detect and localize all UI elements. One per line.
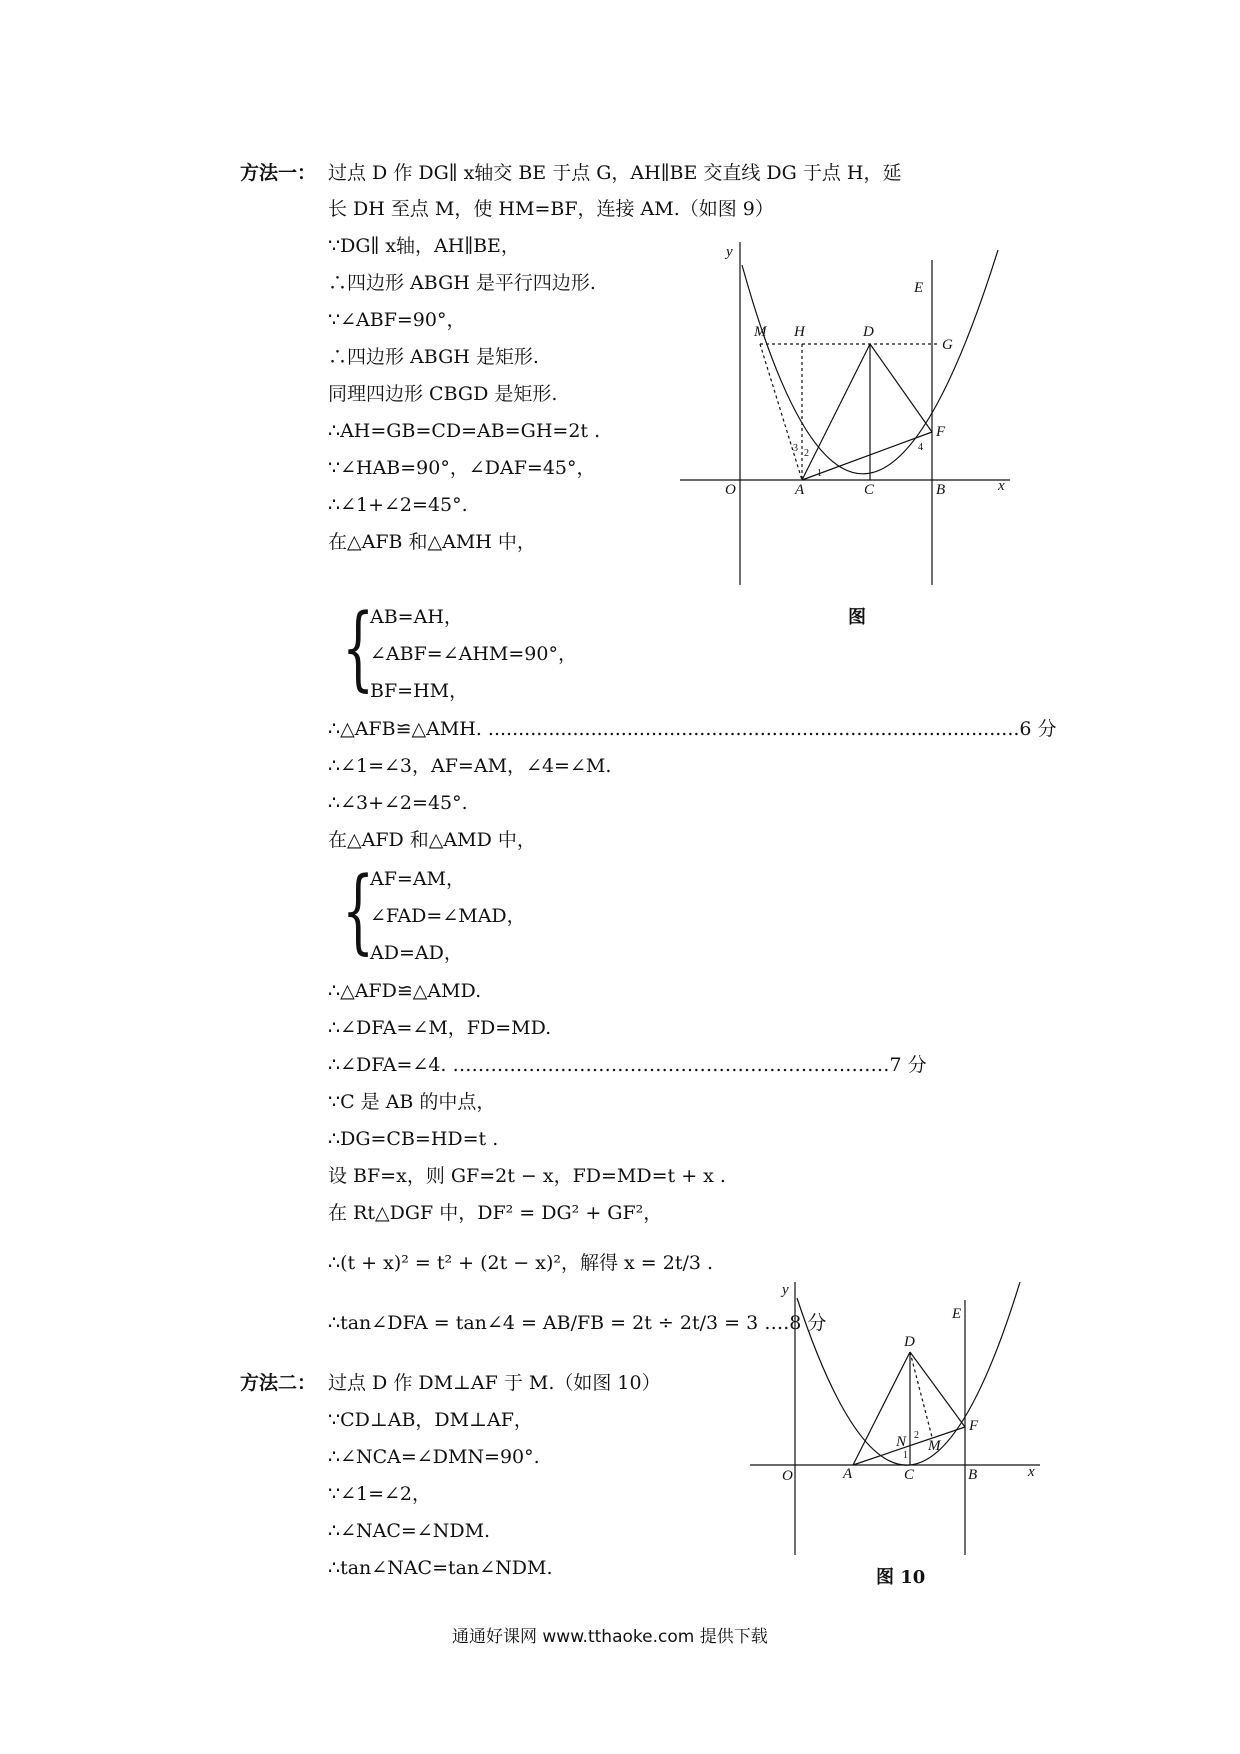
fig9-label: B bbox=[936, 482, 946, 498]
text-line: ∴∠DFA=∠4. ……………………………………………………………7 分 bbox=[328, 1054, 927, 1076]
fig9-label: H bbox=[794, 324, 805, 340]
parabola bbox=[797, 1282, 1020, 1465]
text-line: ∴∠NAC=∠NDM. bbox=[328, 1520, 491, 1542]
text-line: ∴∠1=∠3，AF=AM，∠4=∠M. bbox=[328, 755, 612, 777]
text-line: ∴DG=CB=HD=t . bbox=[328, 1128, 499, 1150]
footer-text: 通通好课网 www.tthaoke.com 提供下载 bbox=[452, 1627, 768, 1647]
line-ad bbox=[802, 344, 870, 480]
system-line: BF=HM， bbox=[370, 680, 469, 702]
line-df bbox=[870, 344, 932, 432]
fig9-angle: 2 bbox=[804, 448, 809, 459]
text-line: ∵∠1=∠2， bbox=[328, 1483, 432, 1505]
method1-label: 方法一： bbox=[240, 162, 317, 184]
system-line: ∠ABF=∠AHM=90°， bbox=[370, 643, 577, 665]
text-line: ∴∠NCA=∠DMN=90°. bbox=[328, 1446, 540, 1468]
figure-10 bbox=[750, 1280, 1050, 1560]
fig9-label: A bbox=[795, 482, 805, 498]
left-brace: { bbox=[342, 594, 375, 701]
fig9-label: C bbox=[864, 482, 875, 498]
fig10-label: A bbox=[843, 1466, 853, 1482]
fig10-angle: 2 bbox=[914, 1430, 919, 1441]
text-line: ∴tan∠NAC=tan∠NDM. bbox=[328, 1557, 553, 1579]
line-dm bbox=[910, 1352, 932, 1437]
text-line: 设 BF=x，则 GF=2t − x，FD=MD=t + x . bbox=[328, 1165, 726, 1187]
fig9-angle: 1 bbox=[817, 468, 822, 479]
fig9-label: E bbox=[914, 280, 924, 296]
fig10-label: M bbox=[928, 1438, 941, 1454]
fig9-label: D bbox=[863, 324, 874, 340]
fig9-label: G bbox=[942, 337, 953, 353]
text-line: 在 Rt△DGF 中，DF² = DG² + GF²， bbox=[328, 1202, 663, 1224]
text-line: ∴△AFD≌△AMD. bbox=[328, 980, 482, 1002]
text-line: ∵∠ABF=90°， bbox=[328, 309, 466, 331]
system-line: AF=AM， bbox=[370, 868, 466, 890]
system-line: AB=AH， bbox=[370, 606, 463, 628]
text-line: ∴tan∠DFA = tan∠4 = AB/FB = 2t ÷ 2t/3 = 3 ….8 分 bbox=[328, 1312, 827, 1334]
fig10-label: C bbox=[904, 1467, 915, 1483]
fig10-label: x bbox=[1028, 1464, 1035, 1480]
text-line: 在△AFD 和△AMD 中， bbox=[328, 829, 536, 851]
text-line: ∴四边形 ABGH 是平行四边形. bbox=[328, 272, 596, 294]
fig10-label: D bbox=[904, 1334, 915, 1350]
left-brace: { bbox=[342, 857, 375, 964]
text-line: 在△AFB 和△AMH 中， bbox=[328, 531, 536, 553]
text-line: 过点 D 作 DM⊥AF 于 M.（如图 10） bbox=[328, 1372, 661, 1394]
text-line: ∴∠3+∠2=45°. bbox=[328, 792, 468, 814]
fig9-angle: 4 bbox=[918, 442, 923, 453]
text-line: ∵DG∥ x轴，AH∥BE， bbox=[328, 235, 520, 257]
figure-9-caption: 图 bbox=[848, 607, 866, 628]
text-line: ∴四边形 ABGH 是矩形. bbox=[328, 346, 539, 368]
text-line: 长 DH 至点 M，使 HM=BF，连接 AM.（如图 9） bbox=[328, 198, 774, 220]
text-line: ∵∠HAB=90°，∠DAF=45°， bbox=[328, 457, 596, 479]
fig10-label: O bbox=[782, 1468, 793, 1484]
text-line: ∴(t + x)² = t² + (2t − x)²，解得 x = 2t/3 . bbox=[328, 1252, 714, 1274]
fig9-angle: 3 bbox=[793, 443, 798, 454]
system-line: AD=AD， bbox=[370, 942, 463, 964]
text-line: ∴∠1+∠2=45°. bbox=[328, 494, 468, 516]
fig10-angle: 1 bbox=[903, 1450, 908, 1461]
fig10-label: y bbox=[782, 1282, 789, 1298]
text-line: 过点 D 作 DG∥ x轴交 BE 于点 G，AH∥BE 交直线 DG 于点 H，延 bbox=[328, 162, 902, 184]
text-line: ∴△AFB≌△AMH. ........................................................................................6 分 bbox=[328, 718, 1057, 740]
method2-label: 方法二： bbox=[240, 1372, 317, 1394]
fig10-label: E bbox=[952, 1306, 962, 1322]
fig9-label: x bbox=[998, 478, 1005, 494]
fig10-label: B bbox=[968, 1467, 978, 1483]
fig9-label: M bbox=[754, 324, 767, 340]
text-line: ∵C 是 AB 的中点， bbox=[328, 1091, 496, 1113]
line-df bbox=[910, 1352, 965, 1427]
text-line: 同理四边形 CBGD 是矩形. bbox=[328, 383, 558, 405]
fig10-label: F bbox=[969, 1418, 979, 1434]
fig9-label: y bbox=[726, 244, 733, 260]
figure-10-caption: 图 10 bbox=[876, 1567, 926, 1588]
fig9-label: F bbox=[936, 424, 946, 440]
figure-9 bbox=[680, 240, 1020, 590]
fig10-label: N bbox=[896, 1434, 907, 1450]
text-line: ∵CD⊥AB，DM⊥AF， bbox=[328, 1409, 533, 1431]
fig9-label: O bbox=[725, 482, 736, 498]
text-line: ∴AH=GB=CD=AB=GH=2t . bbox=[328, 420, 601, 442]
text-line: ∴∠DFA=∠M，FD=MD. bbox=[328, 1017, 552, 1039]
system-line: ∠FAD=∠MAD， bbox=[370, 905, 526, 927]
